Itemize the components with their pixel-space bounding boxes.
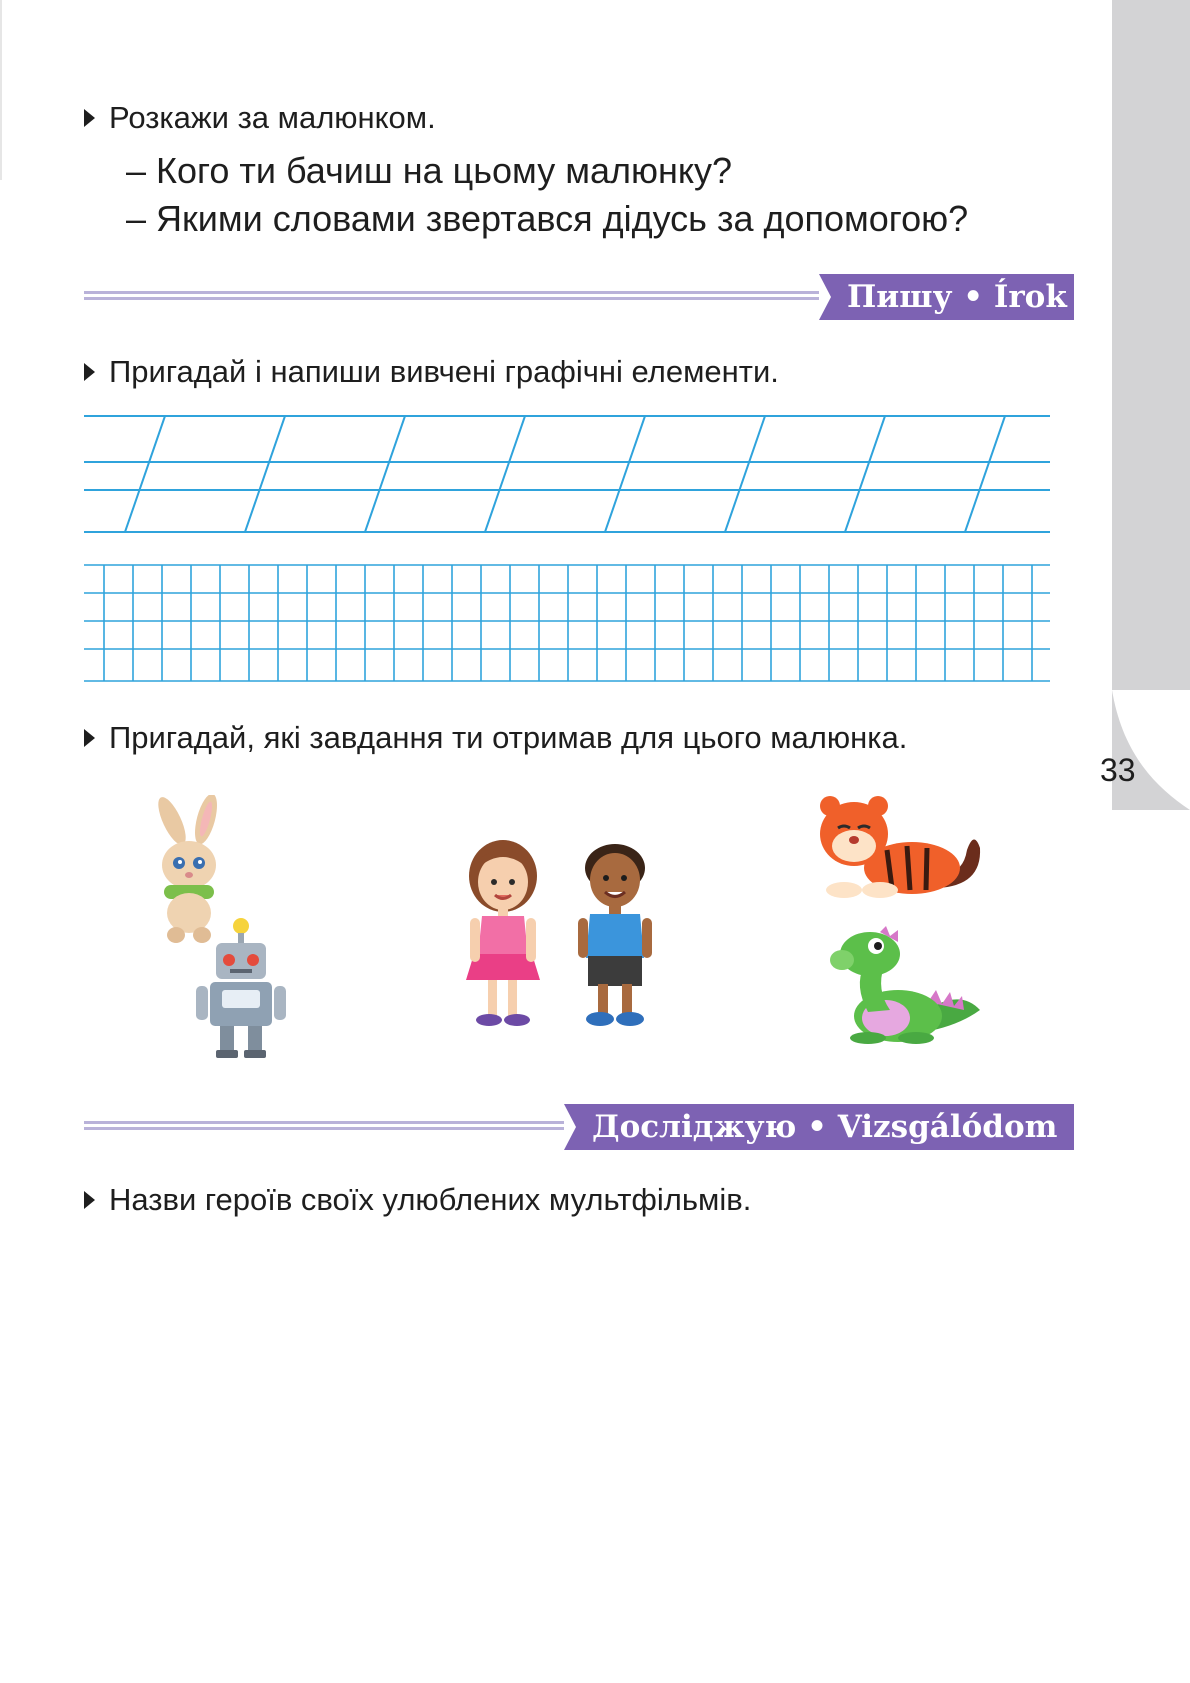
handwriting-lines	[84, 412, 1052, 536]
dragon-illustration	[828, 926, 984, 1044]
bullet-triangle-icon	[84, 109, 95, 127]
task-tell-text: Розкажи за малюнком.	[109, 100, 436, 135]
bullet-triangle-icon	[84, 1191, 95, 1209]
section-research-title: Досліджую • Vizsgálódom	[564, 1104, 1074, 1150]
section-writing-title: Пишу • Írok	[819, 274, 1074, 320]
task-write-elements	[84, 354, 779, 390]
tiger-illustration	[812, 790, 984, 900]
task-remember-text: Пригадай, які завдання ти отримав для цього малюнка.	[109, 720, 908, 755]
question-2: – Якими словами звертався дідусь за допомогою?	[126, 198, 969, 239]
grid-lines	[84, 562, 1052, 684]
boy-illustration	[574, 838, 656, 1028]
bullet-triangle-icon	[84, 363, 95, 381]
section-research	[84, 1104, 1074, 1150]
section-writing	[84, 274, 1074, 320]
page-number: 33	[1100, 752, 1136, 788]
question-1: – Кого ти бачиш на цьому малюнку?	[126, 150, 733, 191]
task-tell	[84, 100, 436, 136]
margin-rule	[0, 0, 2, 180]
robot-illustration	[192, 916, 290, 1058]
task-remember	[84, 720, 907, 756]
girl-illustration	[462, 838, 544, 1028]
task-cartoons-text: Назви героїв своїх улюблених мультфільмів.	[109, 1182, 752, 1217]
page-edge-tab	[1112, 0, 1190, 810]
section-divider	[84, 1121, 574, 1130]
task-write-elements-text: Пригадай і напиши вивчені графічні елементи.	[109, 354, 779, 389]
section-divider	[84, 291, 824, 300]
bullet-triangle-icon	[84, 729, 95, 747]
task-cartoons	[84, 1182, 751, 1218]
